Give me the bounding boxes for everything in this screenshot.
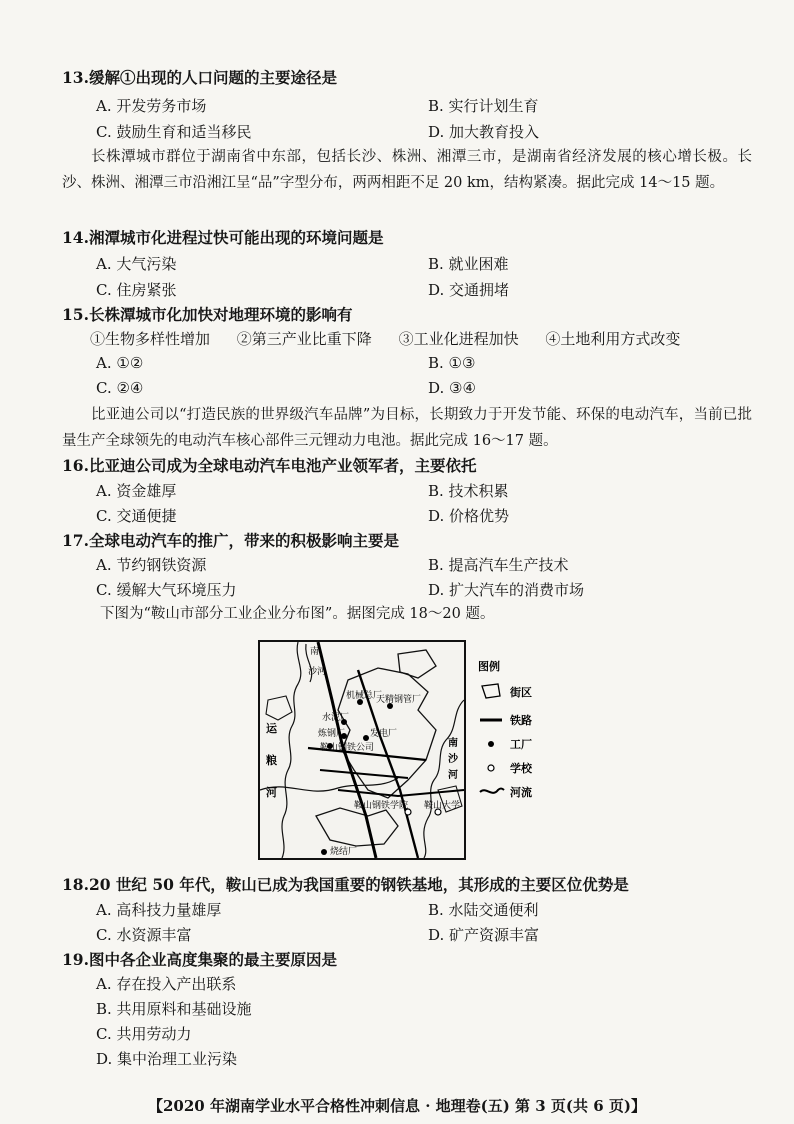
question-14-option-c: C. 住房紧张 — [96, 281, 177, 299]
question-13-option-b: B. 实行计划生育 — [428, 97, 539, 115]
map-label-nanshahe-2: 沙 — [448, 754, 458, 765]
map-label-yunliang-2: 粮 — [266, 754, 277, 767]
question-19-option-d: D. 集中治理工业污染 — [96, 1050, 238, 1068]
map-label-shahe: 沙河 — [308, 667, 327, 677]
question-18-option-d: D. 矿产资源丰富 — [428, 926, 540, 944]
question-16-option-a: A. 资金雄厚 — [96, 482, 177, 500]
factory-shaojie — [321, 849, 327, 855]
question-18-option-c: C. 水资源丰富 — [96, 926, 192, 944]
question-14-option-d: D. 交通拥堵 — [428, 281, 510, 299]
legend-school-icon — [488, 765, 494, 771]
anshan-industry-map — [258, 640, 558, 862]
question-17-stem: 17.全球电动汽车的推广，带来的积极影响主要是 — [62, 531, 399, 550]
map-label-ganggong: 鞍山钢铁学院 — [354, 801, 409, 811]
question-16-option-b: B. 技术积累 — [428, 482, 509, 500]
map-label-shaojie: 烧结厂 — [330, 847, 358, 857]
question-17-option-d: D. 扩大汽车的消费市场 — [428, 581, 585, 599]
question-15-item-1: ①生物多样性增加 — [90, 330, 211, 348]
question-15-stem: 15.长株潭城市化加快对地理环境的影响有 — [62, 305, 353, 324]
question-17-option-a: A. 节约钢铁资源 — [96, 556, 207, 574]
map-label-yunliang-1: 运 — [266, 722, 277, 735]
legend-river-icon — [480, 789, 504, 793]
map-label-south: 南 — [310, 647, 320, 657]
question-17-option-b: B. 提高汽车生产技术 — [428, 556, 569, 574]
map-label-angang: 鞍山钢铁公司 — [320, 743, 375, 753]
legend-factory-icon — [488, 741, 494, 747]
question-15-items — [90, 328, 702, 349]
factory-fadian — [363, 735, 369, 741]
question-15-item-3: ③工业化进程加快 — [398, 330, 519, 348]
question-14-option-a: A. 大气污染 — [96, 255, 177, 273]
map-legend — [478, 659, 533, 799]
legend-factory: 工厂 — [510, 738, 532, 751]
legend-district-icon — [482, 684, 500, 698]
passage-changzhutan: 长株潭城市群位于湖南省中东部，包括长沙、株洲、湘潭三市，是湖南省经济发展的核心增长极。长沙、株洲、湘潭三市沿湘江呈“品”字型分布，两两相距不足 20 km，结构紧凑。据此完成 14～15 题。 — [62, 149, 752, 191]
question-18-option-b: B. 水陆交通便利 — [428, 901, 539, 919]
legend-district: 街区 — [510, 686, 532, 699]
question-14-stem: 14.湘潭城市化进程过快可能出现的环境问题是 — [62, 228, 384, 247]
map-label-yunliang-vertical — [266, 721, 278, 799]
question-19-option-c: C. 共用劳动力 — [96, 1025, 192, 1043]
question-15-item-4: ④土地利用方式改变 — [545, 330, 681, 348]
legend-river: 河流 — [510, 786, 532, 799]
map-label-nanshahe-3: 河 — [448, 770, 458, 781]
page-footer: 【2020 年湖南学业水平合格性冲刺信息 · 地理卷(五) 第 3 页(共 6 页)】 — [148, 1097, 647, 1115]
map-label-yunliang-3: 河 — [266, 786, 277, 799]
question-19-option-a: A. 存在投入产出联系 — [96, 975, 237, 993]
question-19-stem: 19.图中各企业高度集聚的最主要原因是 — [62, 950, 337, 969]
question-16-option-c: C. 交通便捷 — [96, 507, 177, 525]
question-15-option-b: B. ①③ — [428, 354, 476, 372]
question-15-option-c: C. ②④ — [96, 379, 144, 397]
map-label-shuini: 水泥厂 — [322, 713, 350, 723]
question-17-option-c: C. 缓解大气环境压力 — [96, 581, 237, 599]
question-15-item-2: ②第三产业比重下降 — [236, 330, 372, 348]
map-caption: 下图为“鞍山市部分工业企业分布图”。据图完成 18～20 题。 — [100, 606, 495, 622]
map-label-fadian: 发电厂 — [370, 729, 398, 739]
question-16-stem: 16.比亚迪公司成为全球电动汽车电池产业领军者，主要依托 — [62, 456, 477, 475]
map-label-anda: 鞍山大学 — [424, 801, 461, 811]
question-18-stem: 18.20 世纪 50 年代，鞍山已成为我国重要的钢铁基地，其形成的主要区位优势是 — [62, 875, 629, 894]
map-label-nanshahe-1: 南 — [448, 738, 458, 749]
map-label-tianjin: 天精钢管厂 — [376, 695, 422, 705]
question-14-option-b: B. 就业困难 — [428, 255, 509, 273]
question-15-option-a: A. ①② — [96, 354, 144, 372]
legend-railway: 铁路 — [510, 714, 532, 727]
map-label-nanshahe-vertical — [448, 736, 459, 781]
legend-title: 图例 — [478, 660, 500, 673]
map-label-jixie: 机械总厂 — [346, 691, 383, 701]
map-svg — [258, 640, 558, 862]
legend-school: 学校 — [510, 762, 532, 775]
question-15-option-d: D. ③④ — [428, 379, 476, 397]
question-18-option-a: A. 高科技力量雄厚 — [96, 901, 222, 919]
question-19-option-b: B. 共用原料和基础设施 — [96, 1000, 252, 1018]
map-label-liangang: 炼钢厂 — [318, 729, 346, 739]
passage-byd: 比亚迪公司以“打造民族的世界级汽车品牌”为目标，长期致力于开发节能、环保的电动汽车，当前已批量生产全球领先的电动汽车核心部件三元锂动力电池。据此完成 16～17 题。 — [62, 407, 752, 449]
question-13-option-c: C. 鼓励生育和适当移民 — [96, 123, 252, 141]
question-13-option-a: A. 开发劳务市场 — [96, 97, 207, 115]
question-16-option-d: D. 价格优势 — [428, 507, 510, 525]
question-13-stem: 13.缓解①出现的人口问题的主要途径是 — [62, 68, 337, 87]
question-13-option-d: D. 加大教育投入 — [428, 123, 540, 141]
